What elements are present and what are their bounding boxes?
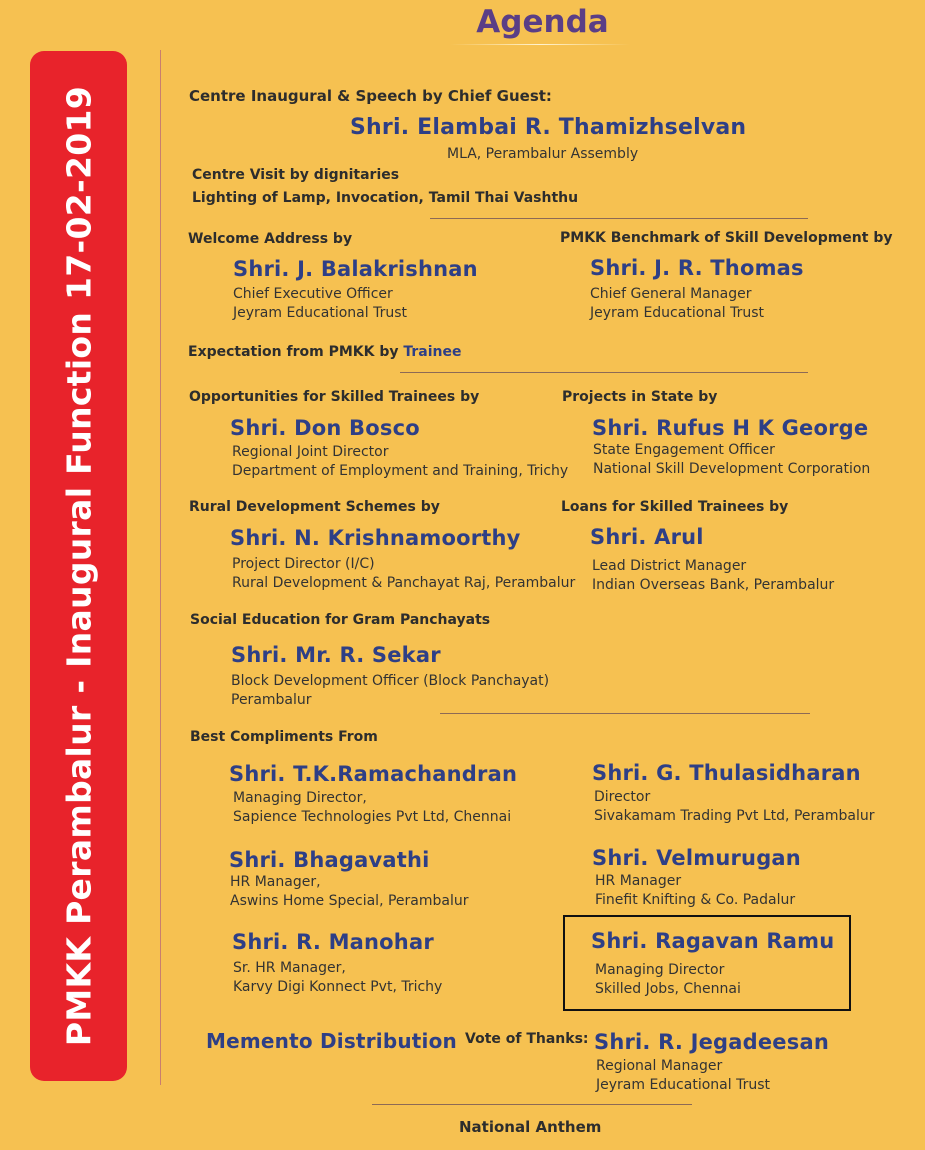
compliment-org: Finefit Knifting & Co. Padalur bbox=[595, 892, 796, 908]
national-anthem-text: National Anthem bbox=[459, 1118, 602, 1136]
memento-text: Memento Distribution bbox=[206, 1029, 457, 1053]
section-divider bbox=[400, 372, 808, 373]
compliment-name: Shri. R. Manohar bbox=[232, 930, 434, 954]
compliments-label: Best Compliments From bbox=[190, 729, 378, 745]
benchmark-speaker-name: Shri. J. R. Thomas bbox=[590, 256, 804, 280]
compliment-org: Sivakamam Trading Pvt Ltd, Perambalur bbox=[594, 808, 875, 824]
compliment-org: Karvy Digi Konnect Pvt, Trichy bbox=[233, 979, 443, 995]
rural-speaker-title: Project Director (I/C) bbox=[232, 556, 375, 572]
opportunities-speaker-title: Regional Joint Director bbox=[232, 444, 389, 460]
vote-of-thanks-title: Regional Manager bbox=[596, 1058, 723, 1074]
vertical-divider bbox=[160, 50, 161, 1085]
compliment-title: Managing Director, bbox=[233, 790, 367, 806]
event-banner bbox=[30, 51, 127, 1081]
compliment-name: Shri. Ragavan Ramu bbox=[591, 929, 835, 953]
compliment-name: Shri. Velmurugan bbox=[592, 846, 801, 870]
inaugural-label: Centre Inaugural & Speech by Chief Guest: bbox=[189, 87, 552, 105]
welcome-speaker-title: Chief Executive Officer bbox=[233, 286, 393, 302]
loans-speaker-title: Lead District Manager bbox=[592, 558, 747, 574]
compliment-title: Director bbox=[594, 789, 651, 805]
event-banner-text: PMKK Perambalur - Inaugural Function 17-02-2019 bbox=[59, 85, 98, 1047]
centre-visit-text: Centre Visit by dignitaries bbox=[192, 167, 400, 183]
projects-speaker-org: National Skill Development Corporation bbox=[593, 461, 871, 477]
expectation-label: Expectation from PMKK by bbox=[188, 344, 399, 360]
compliment-title: Sr. HR Manager, bbox=[233, 960, 346, 976]
loans-label: Loans for Skilled Trainees by bbox=[561, 499, 789, 515]
rural-label: Rural Development Schemes by bbox=[189, 499, 440, 515]
benchmark-speaker-title: Chief General Manager bbox=[590, 286, 752, 302]
social-speaker-name: Shri. Mr. R. Sekar bbox=[231, 643, 441, 667]
chief-guest-name: Shri. Elambai R. Thamizhselvan bbox=[350, 115, 747, 140]
compliment-name: Shri. Bhagavathi bbox=[229, 848, 430, 872]
welcome-label: Welcome Address by bbox=[188, 231, 353, 247]
compliment-name: Shri. T.K.Ramachandran bbox=[229, 762, 518, 786]
opportunities-label: Opportunities for Skilled Trainees by bbox=[189, 389, 480, 405]
expectation-trainee: Trainee bbox=[403, 344, 462, 360]
benchmark-speaker-org: Jeyram Educational Trust bbox=[590, 305, 764, 321]
rural-speaker-name: Shri. N. Krishnamoorthy bbox=[230, 526, 521, 550]
compliment-title: Managing Director bbox=[595, 962, 725, 978]
page-title: Agenda bbox=[476, 4, 609, 40]
expectation-text bbox=[188, 344, 462, 360]
social-speaker-org: Perambalur bbox=[231, 692, 312, 708]
chief-guest-role: MLA, Perambalur Assembly bbox=[447, 146, 639, 162]
benchmark-label: PMKK Benchmark of Skill Development by bbox=[560, 230, 893, 246]
loans-speaker-org: Indian Overseas Bank, Perambalur bbox=[592, 577, 835, 593]
compliment-title: HR Manager bbox=[595, 873, 682, 889]
compliment-org: Sapience Technologies Pvt Ltd, Chennai bbox=[233, 809, 512, 825]
vote-of-thanks-name: Shri. R. Jegadeesan bbox=[594, 1030, 829, 1054]
social-speaker-title: Block Development Officer (Block Panchayat) bbox=[231, 673, 550, 689]
compliment-org: Skilled Jobs, Chennai bbox=[595, 981, 741, 997]
rural-speaker-org: Rural Development & Panchayat Raj, Perambalur bbox=[232, 575, 576, 591]
vote-of-thanks-label: Vote of Thanks: bbox=[465, 1031, 589, 1047]
section-divider bbox=[440, 713, 810, 714]
opportunities-speaker-name: Shri. Don Bosco bbox=[230, 416, 420, 440]
social-label: Social Education for Gram Panchayats bbox=[190, 612, 491, 628]
compliment-org: Aswins Home Special, Perambalur bbox=[230, 893, 469, 909]
title-underline bbox=[450, 44, 630, 45]
opportunities-speaker-org: Department of Employment and Training, Trichy bbox=[232, 463, 569, 479]
section-divider bbox=[430, 218, 808, 219]
compliment-name: Shri. G. Thulasidharan bbox=[592, 761, 861, 785]
projects-label: Projects in State by bbox=[562, 389, 718, 405]
projects-speaker-title: State Engagement Officer bbox=[593, 442, 775, 458]
welcome-speaker-name: Shri. J. Balakrishnan bbox=[233, 257, 478, 281]
projects-speaker-name: Shri. Rufus H K George bbox=[592, 416, 869, 440]
welcome-speaker-org: Jeyram Educational Trust bbox=[233, 305, 407, 321]
loans-speaker-name: Shri. Arul bbox=[590, 525, 704, 549]
compliment-title: HR Manager, bbox=[230, 874, 321, 890]
lighting-text: Lighting of Lamp, Invocation, Tamil Thai Vashthu bbox=[192, 190, 579, 206]
vote-of-thanks-org: Jeyram Educational Trust bbox=[596, 1077, 770, 1093]
section-divider bbox=[372, 1104, 692, 1105]
